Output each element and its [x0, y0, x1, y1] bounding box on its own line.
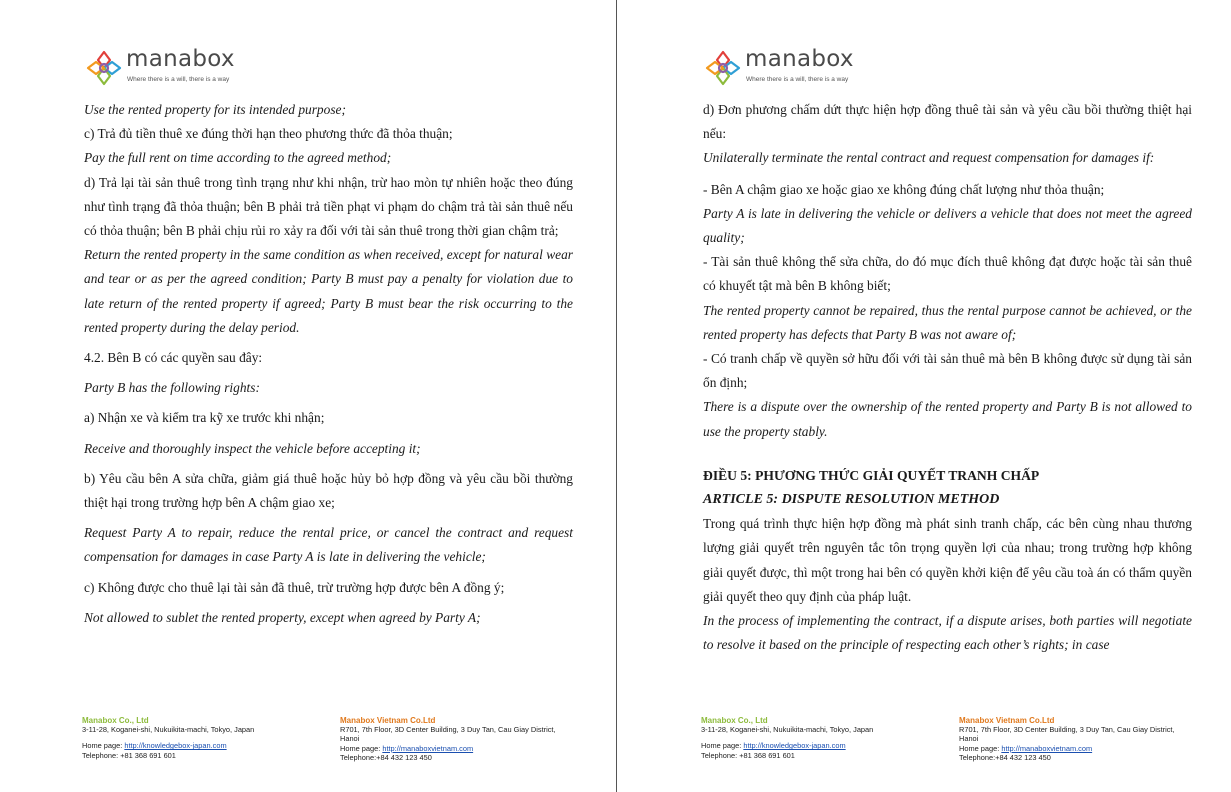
- page-body-right: [703, 98, 1192, 657]
- manabox-logo: [84, 48, 284, 88]
- paragraph: 4.2. Bên B có các quyền sau đây:: [84, 350, 263, 366]
- footer-japan: [82, 716, 282, 760]
- paragraph: There is a dispute over the ownership of the rented property and Party B is not allowed to use the property stably.: [703, 399, 1192, 439]
- footer-telephone-japan: Telephone: +81 368 691 601: [701, 750, 795, 760]
- footer-address-vietnam: R701, 7th Floor, 3D Center Building, 3 Duy Tan, Cau Giay District, Hanoi: [959, 725, 1175, 744]
- footer-telephone-vietnam: Telephone:+84 432 123 450: [340, 752, 432, 762]
- footer-vietnam: [959, 716, 1187, 762]
- paragraph: - Có tranh chấp về quyền sở hữu đối với tài sản thuê mà bên B không được sử dụng tài sản ổn định;: [703, 351, 1192, 391]
- article-heading-en: ARTICLE 5: DISPUTE RESOLUTION METHOD: [703, 492, 1000, 508]
- homepage-label: Home page:: [701, 741, 744, 751]
- paragraph: d) Đơn phương chấm dứt thực hiện hợp đồng thuê tài sản và yêu cầu bồi thường thiệt hại nếu:: [703, 102, 1192, 142]
- homepage-link-vietnam[interactable]: http://manaboxvietnam.com: [1001, 743, 1093, 753]
- logo-tagline: Where there is a will, there is a way: [746, 76, 849, 83]
- document-page-right: [619, 0, 1199, 792]
- footer-company-vietnam: Manabox Vietnam Co.Ltd: [340, 716, 436, 725]
- footer-company-vietnam: Manabox Vietnam Co.Ltd: [959, 716, 1055, 725]
- paragraph: - Bên A chậm giao xe hoặc giao xe không đúng chất lượng như thỏa thuận;: [703, 181, 1105, 197]
- paragraph: In the process of implementing the contract, if a dispute arises, both parties will negotiate to resolve it based on the principle of respecting each other’s rights; in case: [703, 613, 1192, 653]
- footer-address-vietnam: R701, 7th Floor, 3D Center Building, 3 Duy Tan, Cau Giay District, Hanoi: [340, 725, 556, 744]
- homepage-label: Home page:: [340, 743, 383, 753]
- paragraph: Request Party A to repair, reduce the rental price, or cancel the contract and request compensation for damages in case Party A is late in delivering the vehicle;: [84, 525, 573, 565]
- paragraph: Pay the full rent on time according to the agreed method;: [84, 150, 392, 166]
- article-heading-vi: ĐIỀU 5: PHƯƠNG THỨC GIẢI QUYẾT TRANH CHẤP: [703, 467, 1040, 483]
- paragraph: a) Nhận xe và kiểm tra kỹ xe trước khi nhận;: [84, 410, 325, 426]
- footer-address-japan: 3-11-28, Koganei-shi, Nukuikita-machi, Tokyo, Japan: [82, 725, 255, 735]
- paragraph: c) Trả đủ tiền thuê xe đúng thời hạn theo phương thức đã thỏa thuận;: [84, 126, 453, 142]
- footer-japan: [701, 716, 901, 760]
- footer-address-japan: 3-11-28, Koganei-shi, Nukuikita-machi, Tokyo, Japan: [701, 725, 874, 735]
- homepage-link-japan[interactable]: http://knowledgebox-japan.com: [743, 741, 846, 751]
- paragraph: Trong quá trình thực hiện hợp đồng mà phát sinh tranh chấp, các bên cùng nhau thương lượng giải quyết trên nguyên tắc tôn trọng quyền lợi của nhau; trong trường hợp không giải quyết được, thì một trong hai bên có quyền khởi kiện để yêu cầu toà án có thẩm quyền giải quyết theo quy định của pháp luật.: [703, 516, 1192, 604]
- logo-wordmark: manabox: [745, 46, 854, 72]
- paragraph: Use the rented property for its intended purpose;: [84, 102, 346, 117]
- paragraph: - Tài sản thuê không thể sửa chữa, do đó mục đích thuê không đạt được hoặc tài sản thuê có khuyết tật mà bên B không biết;: [703, 254, 1192, 294]
- paragraph: The rented property cannot be repaired, thus the rental purpose cannot be achieved, or the rented property has defects that Party B was not aware of;: [703, 302, 1192, 342]
- footer-company-japan: Manabox Co., Ltd: [701, 716, 768, 725]
- homepage-label: Home page:: [959, 743, 1002, 753]
- footer-homepage-japan: [82, 741, 282, 750]
- paragraph: Party A is late in delivering the vehicle or delivers a vehicle that does not meet the agreed quality;: [703, 205, 1192, 246]
- paragraph: Party B has the following rights:: [84, 380, 260, 396]
- manabox-logo: [703, 48, 903, 88]
- footer-homepage-vietnam: [959, 744, 1187, 753]
- footer-telephone-japan: Telephone: +81 368 691 601: [82, 750, 176, 760]
- homepage-label: Home page:: [82, 741, 125, 751]
- paragraph: d) Trả lại tài sản thuê trong tình trạng như khi nhận, trừ hao mòn tự nhiên hoặc theo đúng như tình trạng đã thỏa thuận; bên B phải trả tiền phạt vi phạm do chậm trả tài sản thuê nếu có thỏa thuận; bên B phải chịu rủi ro xảy ra đối với tài sản thuê trong thời gian chậm trả;: [84, 174, 573, 239]
- homepage-link-vietnam[interactable]: http://manaboxvietnam.com: [382, 743, 474, 753]
- paragraph: c) Không được cho thuê lại tài sản đã thuê, trừ trường hợp được bên A đồng ý;: [84, 579, 505, 595]
- paragraph: Not allowed to sublet the rented property, except when agreed by Party A;: [84, 609, 481, 625]
- paragraph: Unilaterally terminate the rental contract and request compensation for damages if:: [703, 150, 1155, 166]
- manabox-logo-icon: [703, 48, 743, 88]
- logo-wordmark: manabox: [126, 46, 235, 72]
- footer-telephone-vietnam: Telephone:+84 432 123 450: [959, 752, 1051, 762]
- manabox-logo-icon: [84, 48, 124, 88]
- paragraph: b) Yêu cầu bên A sửa chữa, giảm giá thuê hoặc hủy bỏ hợp đồng và yêu cầu bồi thường thiệt hại trong trường hợp bên A chậm giao xe;: [84, 470, 573, 511]
- paragraph: Return the rented property in the same condition as when received, except for natural wear and tear or as per the agreed condition; Party B must pay a penalty for violation due to late return of the rented property if agreed; Party B must bear the risk occurring to the rented property during the delay period.: [84, 247, 573, 335]
- footer-company-japan: Manabox Co., Ltd: [82, 716, 149, 725]
- footer-homepage-japan: [701, 741, 901, 750]
- footer-vietnam: [340, 716, 568, 762]
- paragraph: Receive and thoroughly inspect the vehicle before accepting it;: [84, 440, 421, 456]
- homepage-link-japan[interactable]: http://knowledgebox-japan.com: [124, 741, 227, 751]
- document-page-left: [0, 0, 580, 792]
- page-body-left: [84, 98, 573, 630]
- footer-homepage-vietnam: [340, 744, 568, 753]
- page-divider: [616, 0, 617, 792]
- logo-tagline: Where there is a will, there is a way: [127, 76, 230, 83]
